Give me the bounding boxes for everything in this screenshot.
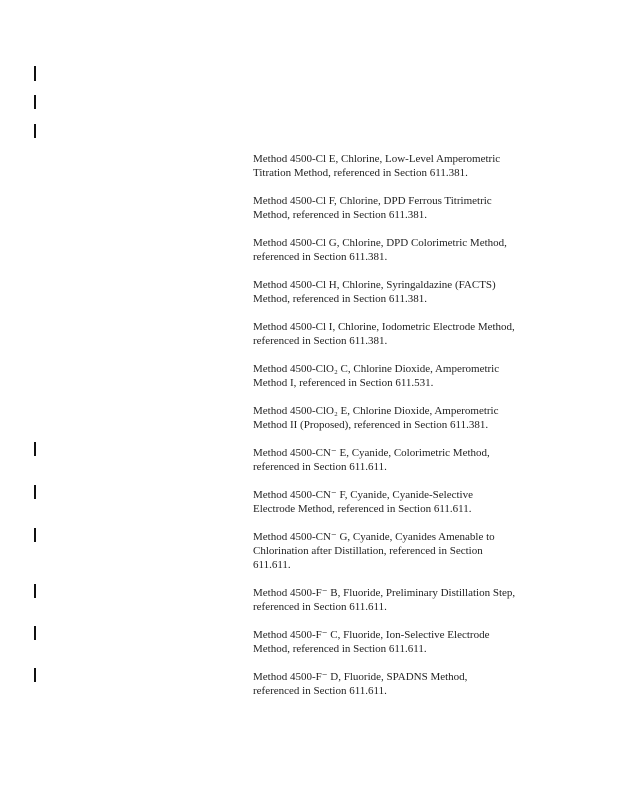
change-bar — [34, 668, 36, 682]
method-entry: Method 4500-ClO₂ C, Chlorine Dioxide, Amperometric Method I, referenced in Section 611.531. — [253, 363, 500, 389]
change-bar — [34, 66, 36, 81]
change-bar — [34, 95, 36, 109]
change-bar — [34, 124, 36, 138]
method-entry: Method 4500-CN⁻ G, Cyanide, Cyanides Amenable to Chlorination after Distillation, referenced in Section 611.611. — [253, 531, 495, 571]
method-entry: Method 4500-F⁻ C, Fluoride, Ion-Selective Electrode Method, referenced in Section 611.611. — [253, 629, 490, 655]
method-reference-list — [253, 152, 553, 712]
method-entry: Method 4500-Cl I, Chlorine, Iodometric Electrode Method, referenced in Section 611.381. — [253, 321, 515, 347]
method-entry: Method 4500-CN⁻ F, Cyanide, Cyanide-Selective Electrode Method, referenced in Section 611.611. — [253, 489, 473, 515]
change-bar — [34, 528, 36, 542]
method-entry: Method 4500-Cl F, Chlorine, DPD Ferrous Titrimetric Method, referenced in Section 611.381. — [253, 195, 492, 221]
method-entry: Method 4500-Cl H, Chlorine, Syringaldazine (FACTS) Method, referenced in Section 611.381. — [253, 279, 496, 305]
method-entry: Method 4500-Cl G, Chlorine, DPD Colorimetric Method, referenced in Section 611.381. — [253, 237, 507, 263]
method-entry: Method 4500-ClO₂ E, Chlorine Dioxide, Amperometric Method II (Proposed), referenced in Section 611.381. — [253, 405, 499, 431]
method-entry: Method 4500-F⁻ D, Fluoride, SPADNS Method, referenced in Section 611.611. — [253, 671, 468, 697]
change-bar — [34, 584, 36, 598]
method-entry: Method 4500-CN⁻ E, Cyanide, Colorimetric Method, referenced in Section 611.611. — [253, 447, 490, 473]
method-entry: Method 4500-F⁻ B, Fluoride, Preliminary Distillation Step, referenced in Section 611.611. — [253, 587, 516, 613]
change-bar — [34, 485, 36, 499]
change-bar — [34, 626, 36, 640]
method-entry: Method 4500-Cl E, Chlorine, Low-Level Amperometric Titration Method, referenced in Section 611.381. — [253, 153, 501, 179]
change-bar — [34, 442, 36, 456]
